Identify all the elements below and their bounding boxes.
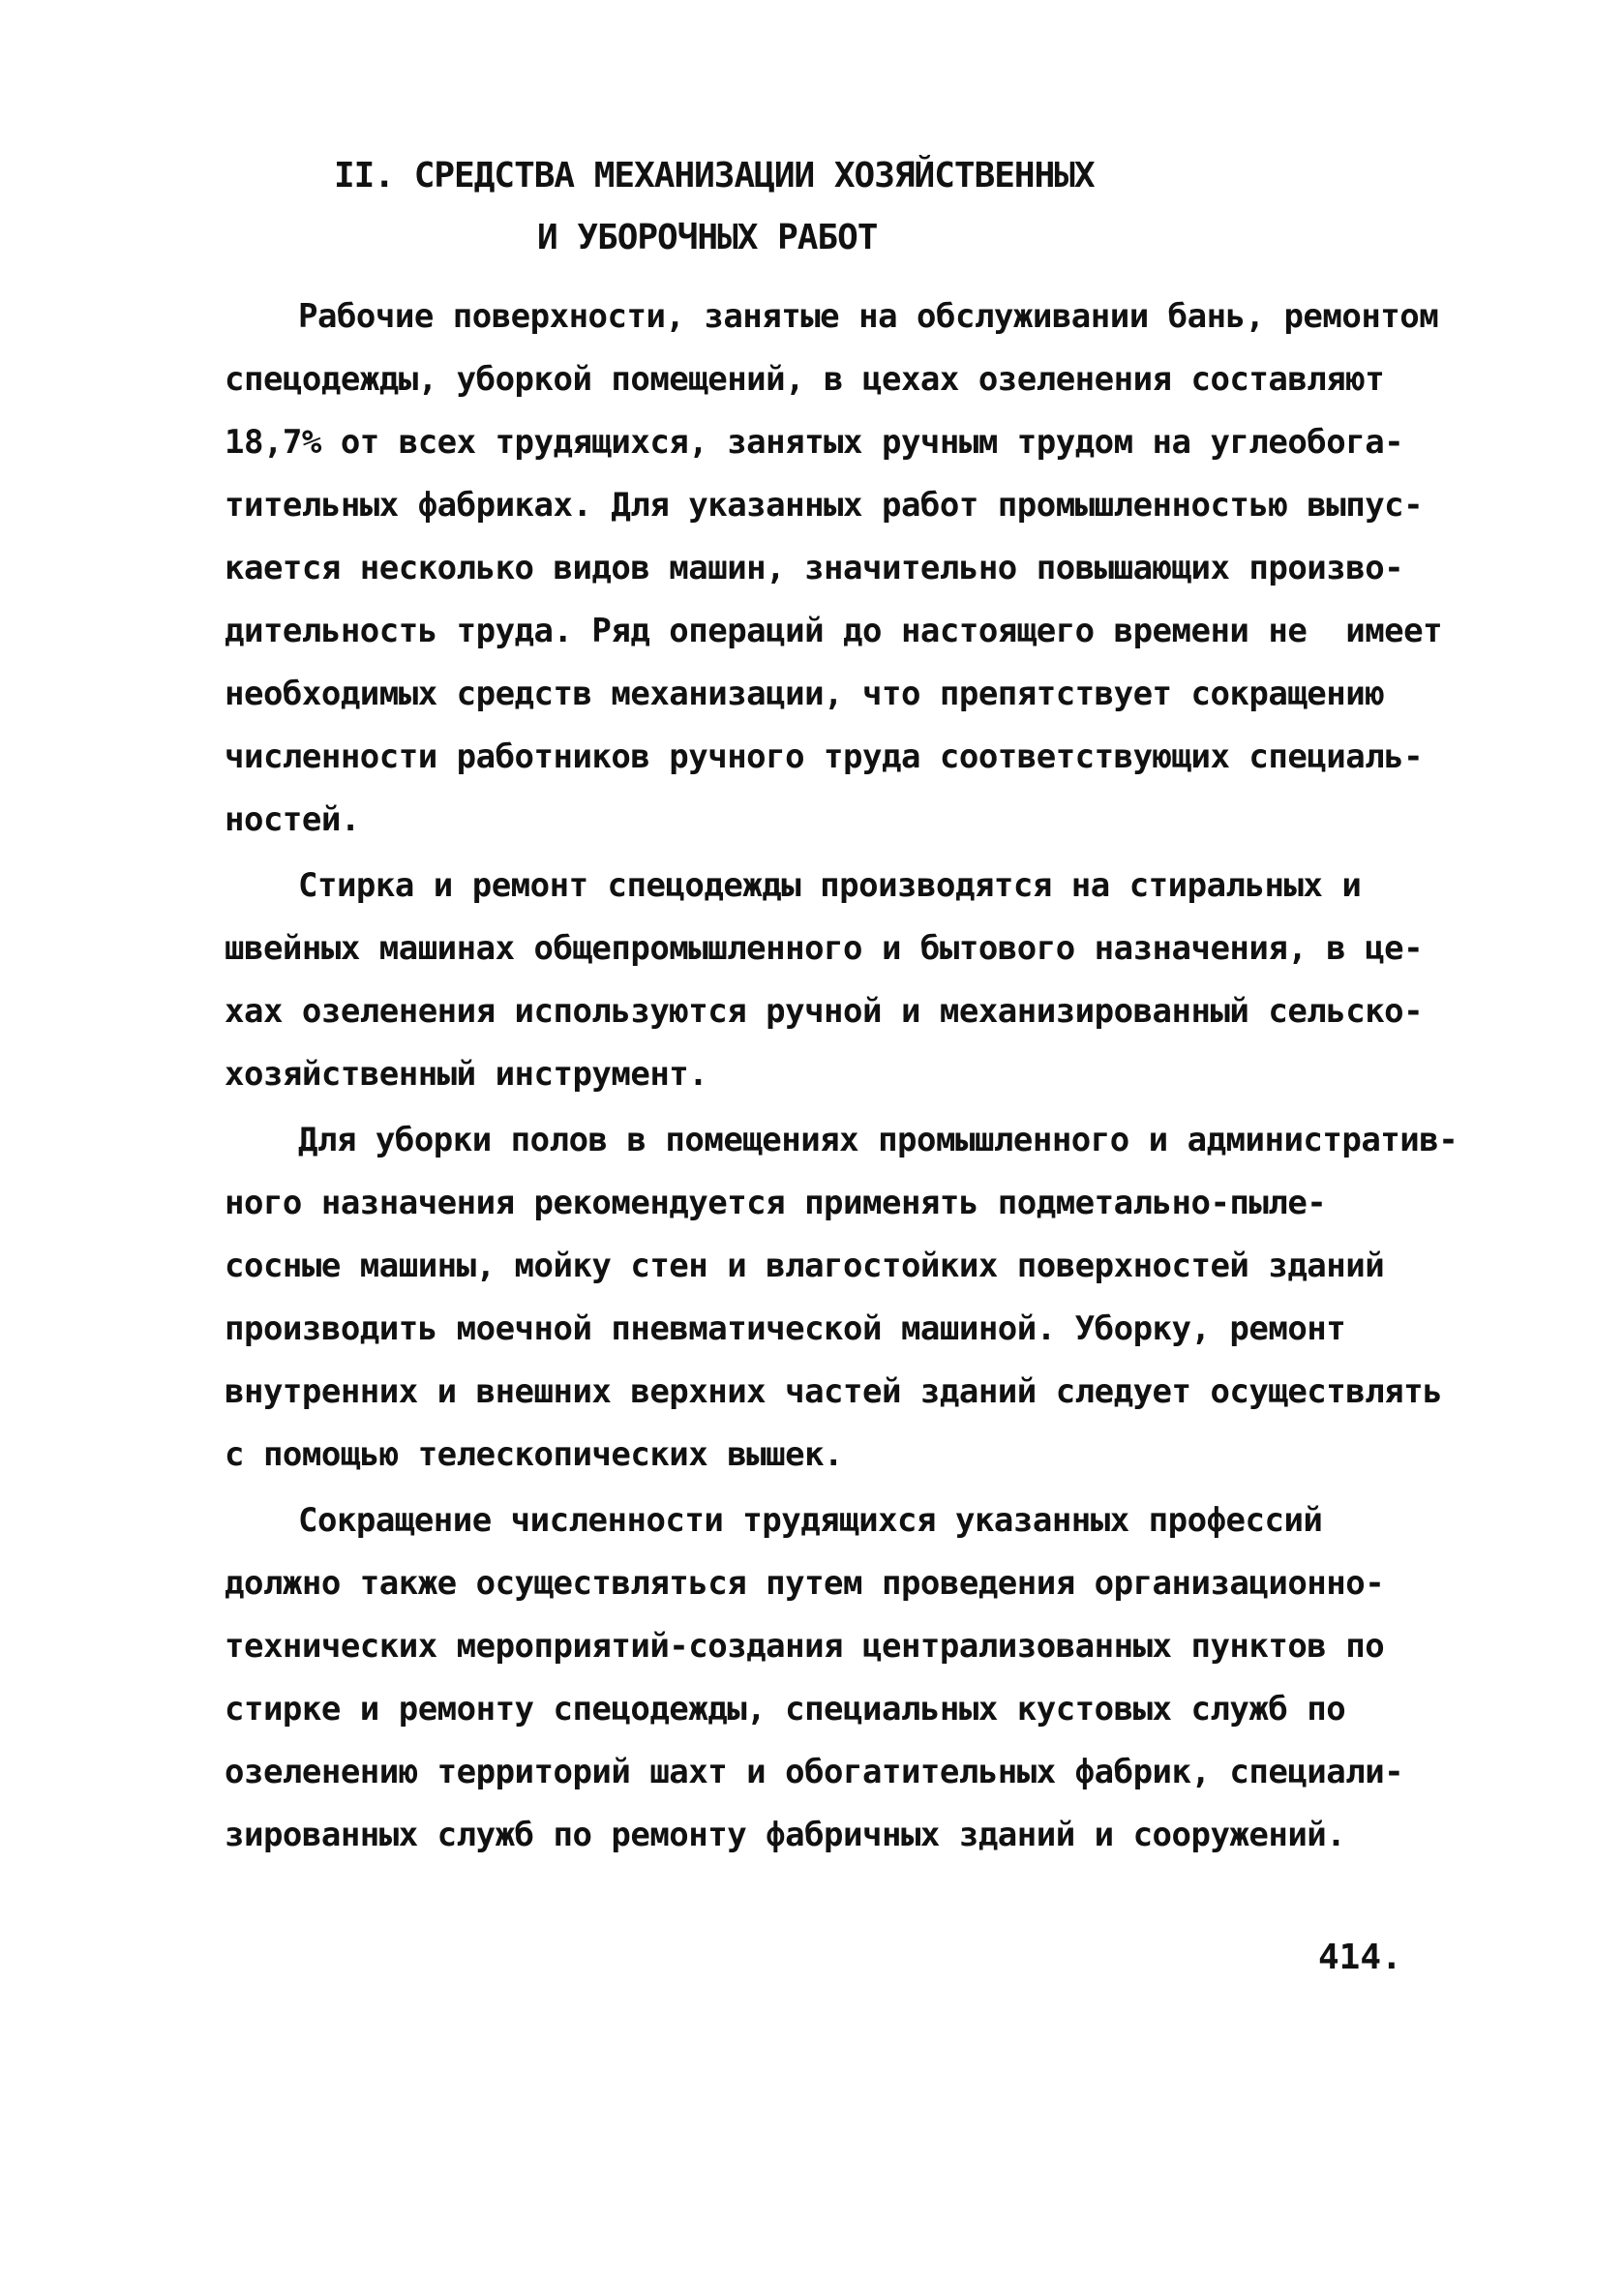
text-line: необходимых средств механизации, что препятствует сокращению: [225, 675, 1385, 713]
section-heading: [0, 145, 1624, 269]
paragraph-3: [225, 1109, 1473, 1487]
text-line: хозяйственный инструмент.: [225, 1055, 708, 1094]
text-line: стирке и ремонту спецодежды, специальных кустовых служб по: [225, 1690, 1346, 1729]
text-line: с помощью телескопических вышек.: [225, 1435, 844, 1474]
text-line: Стирка и ремонт спецодежды производятся на стиральных и: [298, 866, 1362, 905]
text-line: производить моечной пневматической машиной. Уборку, ремонт: [225, 1309, 1346, 1348]
paragraph-1: [225, 286, 1473, 852]
text-line: 18,7% от всех трудящихся, занятых ручным трудом на углеобога-: [225, 423, 1404, 462]
text-line: спецодежды, уборкой помещений, в цехах озеленения составляют: [225, 360, 1385, 399]
text-line: технических мероприятий-создания централизованных пунктов по: [225, 1627, 1385, 1666]
document-body: [225, 286, 1473, 1867]
text-line: тительных фабриках. Для указанных работ промышленностью выпус-: [225, 486, 1424, 525]
text-line: Для уборки полов в помещениях промышленного и административ-: [298, 1121, 1459, 1159]
heading-line-1: II. СРЕДСТВА МЕХАНИЗАЦИИ ХОЗЯЙСТВЕННЫХ: [334, 156, 1095, 195]
heading-line-2: И УБОРОЧНЫХ РАБОТ: [537, 218, 878, 257]
text-line: швейных машинах общепромышленного и бытового назначения, в це-: [225, 929, 1424, 968]
text-line: Сокращение численности трудящихся указанных профессий: [298, 1501, 1323, 1540]
text-line: ностей.: [225, 800, 360, 839]
paragraph-2: [225, 855, 1473, 1106]
text-line: внутренних и внешних верхних частей зданий следует осуществлять: [225, 1372, 1443, 1411]
text-line: сосные машины, мойку стен и влагостойких поверхностей зданий: [225, 1247, 1385, 1285]
text-line: численности работников ручного труда соответствующих специаль-: [225, 737, 1424, 776]
paragraph-4: [225, 1489, 1473, 1867]
text-line: ного назначения рекомендуется применять подметально-пыле-: [225, 1184, 1327, 1222]
page-number: 414.: [1318, 1938, 1402, 1977]
text-line: кается несколько видов машин, значительно повышающих произво-: [225, 549, 1404, 587]
text-line: дительность труда. Ряд операций до настоящего времени не имеет: [225, 612, 1443, 650]
text-line: зированных служб по ремонту фабричных зданий и сооружений.: [225, 1816, 1346, 1854]
text-line: озеленению территорий шахт и обогатительных фабрик, специали-: [225, 1753, 1404, 1791]
text-line: должно также осуществляться путем проведения организационно-: [225, 1564, 1385, 1603]
text-line: хах озеленения используются ручной и механизированный сельско-: [225, 992, 1424, 1031]
text-line: Рабочие поверхности, занятые на обслуживании бань, ремонтом: [298, 297, 1439, 336]
